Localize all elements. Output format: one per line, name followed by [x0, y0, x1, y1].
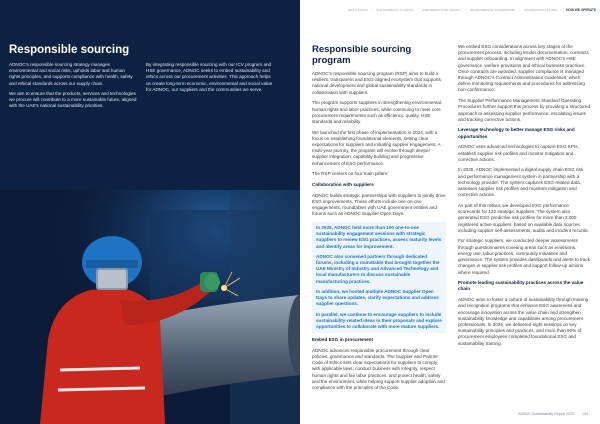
- nav-item-governance[interactable]: GOVERNANCE & ETHICS: [523, 8, 558, 12]
- details-column: [458, 44, 590, 351]
- page-number: 133: [582, 412, 588, 416]
- nav-item-about-adnoc[interactable]: ABOUT ADNOC: [347, 8, 368, 12]
- page-footer: [518, 412, 588, 416]
- tech-paragraph: ADNOC uses advanced technologies to capture ESG KPIs, establish supplier risk profiles and monitor mitigation and corrective actions.: [458, 144, 579, 162]
- tech-paragraph: In 2025, ADNOC implemented a digital supply chain ESG risk and performance management system in partnership with a technology provider. The system captures ESG-related data, assesses supplier risk profiles and monitors mitigation and corrective actions.: [458, 167, 584, 198]
- nav-item-how-we-operate[interactable]: HOW WE OPERATE: [566, 8, 596, 12]
- program-paragraph: The program supports suppliers in strengthening environmental, human rights and labor practices, while continuing to meet core procurement requirements such as efficiency, quality, HSE standards and reliability.: [312, 100, 443, 124]
- program-title: Responsible sourcing program: [312, 44, 412, 66]
- program-column: [312, 44, 446, 396]
- right-page: [300, 0, 600, 424]
- nav-item-environmental[interactable]: ENVIRONMENTAL STEWARDSHIP: [470, 8, 516, 12]
- report-name: ADNOC Sustainability Report 2025: [518, 412, 574, 416]
- section-title: Responsible sourcing: [9, 44, 130, 56]
- embed-text: ADNOC advances responsible procurement through clear policies, governance and standards. The Supplier and Partner Code of Ethics sets clear expectations for suppliers to comply with applicable laws, conduct business with integrity, respect human rights and fair labor practices, and protect health, safety and the environment, while helping support supplier adoption and compliance with the principles of the Code.: [312, 347, 445, 391]
- highlight-item: ADNOC also convened partners through dedicated forums, including a roundtable that brought together the UAE Ministry of Industry and Advanced Technology and local manufacturers to discuss sustainable manufacturing practices.: [316, 253, 440, 284]
- tech-paragraph: As part of this rollout, we developed ESG performance scorecards for 122 strategic suppliers. The system also generated ESG predictive risk profiles for more than 2,000 registered active suppliers, based on available data sources including supplier self-assessments, audits and incident records.: [458, 202, 589, 233]
- intro-column-a: [9, 62, 137, 113]
- detail-paragraph: We embed ESG considerations across key stages of the procurement process, including tender documentation, contracts and supplier onboarding. In alignment with ADNOC's HSE governance, welfare provisions and ethical business practices. Once contracts are awarded, supplier compliance is managed through ADNOC's Contract Administration Guidelines, which define monitoring requirements and procedures for addressing non-conformance.: [458, 44, 589, 93]
- program-paragraph: The RSP centers on four main pillars:: [312, 171, 389, 177]
- nav-item-sustainability[interactable]: SUSTAINABILITY AT ADNOC: [376, 8, 414, 12]
- highlight-box: [312, 222, 446, 333]
- embed-heading: Embed ESG in procurement: [312, 337, 374, 343]
- program-paragraph: ADNOC's responsible sourcing program (RSP) aims to build a resilient, transparent and ESG-aligned ecosystem that supports national development and global sustainability standards in collaboration with suppliers.: [312, 71, 441, 95]
- nav-item-partnering[interactable]: PARTNERING WITH SOCIETY: [422, 8, 462, 12]
- section-navigation: ABOUT ADNOC | SUSTAINABILITY AT ADNOC | PARTNERING WITH SOCIETY | ENVIRONMENTAL STEWARDSHIP | GOVERNANCE & ETHICS | HOW WE OPERATE: [347, 8, 596, 12]
- highlight-item: In parallel, we continue to encourage suppliers to include sustainability-related ideas in their proposals and explore opportunities to collaborate with more mature suppliers.: [316, 311, 442, 329]
- detail-paragraph: The Supplier Performance Management Standard Operating Procedures further support this process by providing a structured approach to assessing supplier performance, escalating issues and tracking corrective actions.: [458, 98, 591, 122]
- highlight-item: In addition, we hosted multiple ADNOC Supplier Open Days to share updates, clarify expectations and address supplier questions.: [316, 288, 439, 307]
- intro-paragraph: ADNOC's responsible sourcing strategy manages environmental and social risks, upholds labor and human rights principles, and supports compliance with health, safety and ethical standards across our supply chain.: [9, 62, 133, 86]
- intro-paragraph: By integrating responsible sourcing with our ICV program and HSE governance, ADNOC seeks to embed sustainability and ethics across our procurement activities. This approach helps us create long-term economic, environmental and social value for ADNOC, our suppliers and the communities we serve.: [146, 62, 273, 92]
- intro-paragraph: We aim to ensure that the products, services and technologies we procure will contribute to a more sustainable future, aligned with the UAE's national sustainability priorities.: [9, 90, 137, 109]
- tech-paragraph: For strategic suppliers, we conducted deeper assessments through questionnaires covering areas such as emissions, energy use, labor practices, community initiatives and governance. The system provides dashboards and alerts to track changes in supplier risk profiles and support follow-up actions where required.: [458, 238, 590, 275]
- culture-heading: Promote leading sustainability practices across the value chain: [458, 280, 584, 292]
- tech-heading: Leverage technology to better manage ESG risks and opportunities: [458, 127, 575, 139]
- intro-column-b: [146, 62, 274, 97]
- collab-heading: Collaboration with suppliers: [312, 182, 374, 188]
- program-paragraph: We launched the first phase of implementation in 2024, with a focus on establishing foundational elements, setting clear expectations for suppliers and initiating supplier engagement. A multi-year journey, the program will evolve through deeper supplier integration, capability building and progressive enhancement of ESG performance.: [312, 129, 441, 166]
- highlight-item: In 2025, ADNOC held more than 100 one-to-one sustainability engagement sessions with strategic suppliers to review ESG practices, assess maturity levels and identify areas for improvement.: [316, 225, 442, 249]
- collab-text: ADNOC builds strategic partnerships with suppliers to jointly drive ESG improvements. These efforts include one-on-one engagements, roundtables with UAE government entities and forums such as ADNOC Supplier Open Days.: [312, 192, 446, 217]
- culture-text: ADNOC aims to foster a culture of sustainability through training and recognition programs that enhance ESG awareness and encourage innovation across the value chain and strengthen sustainability knowledge and capabilities among procurement professionals. In 2025, we delivered eight sessions on key sustainability principles and practices, and more than 90% of procurement employees completed foundational ESG and sustainability training.: [458, 297, 589, 346]
- worker-welding-photo: [0, 190, 300, 424]
